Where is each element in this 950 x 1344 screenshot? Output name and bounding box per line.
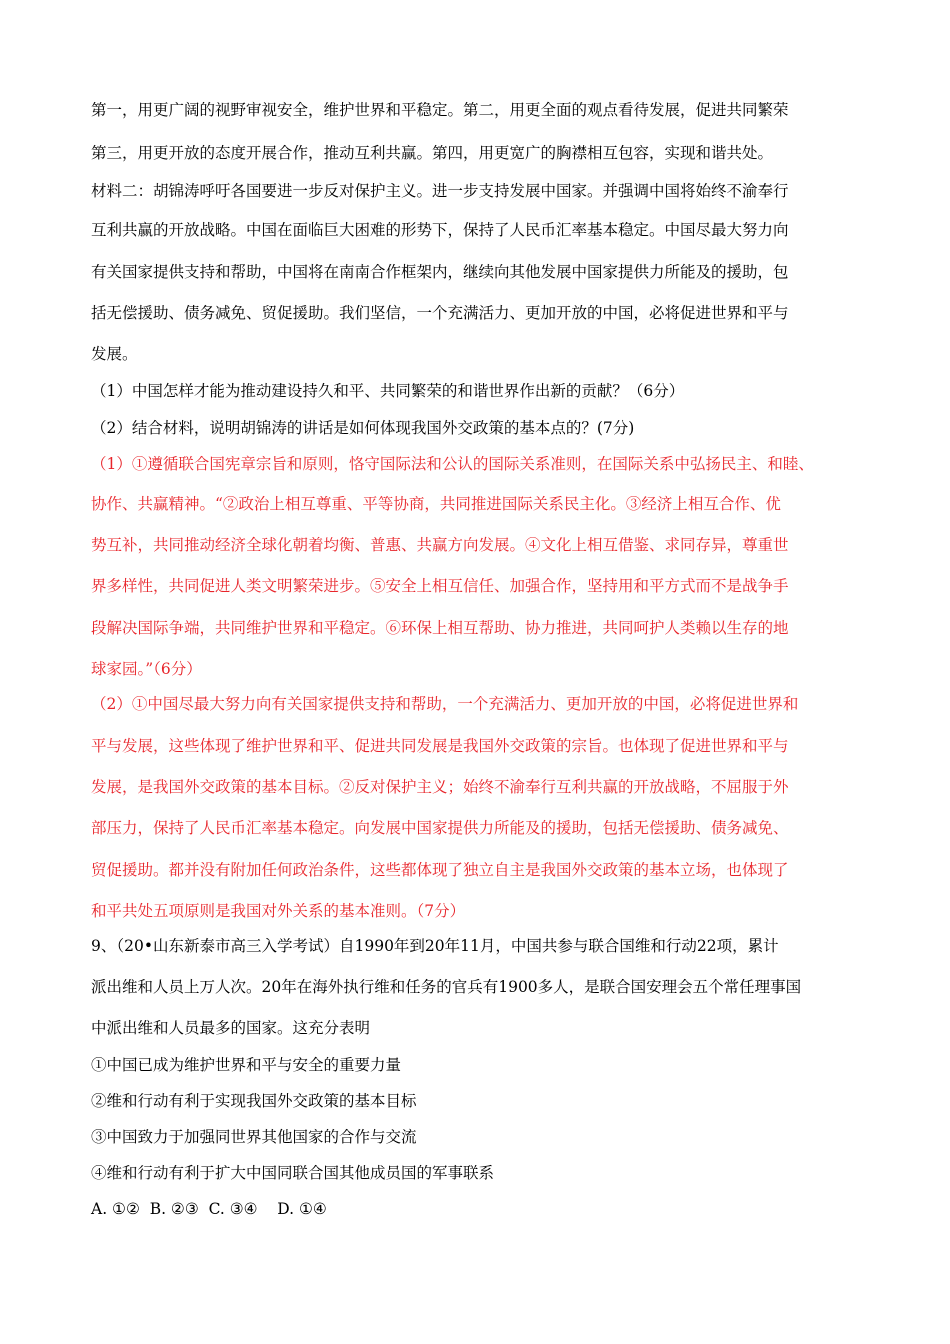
statement-4: ④维和行动有利于扩大中国同联合国其他成员国的军事联系 — [91, 1164, 495, 1182]
answer1-line-3: 势互补，共同推动经济全球化朝着均衡、普惠、共赢方向发展。④文化上相互借鉴、求同存异，尊重世 — [91, 536, 789, 554]
answer2-line-6: 和平共处五项原则是我国对外关系的基本准则。（7分） — [91, 902, 466, 920]
material2-line-4: 括无偿援助、债务减免、贸促援助。我们坚信，一个充满活力、更加开放的中国，必将促进世界和平与 — [91, 304, 789, 322]
material1-line-1: 第一，用更广阔的视野审视安全，维护世界和平稳定。第二，用更全面的观点看待发展，促进共同繁荣 — [91, 101, 789, 119]
answer2-line-1: （2）①中国尽最大努力向有关国家提供支持和帮助，一个充满活力、更加开放的中国，必将促进世界和 — [91, 695, 799, 713]
material1-line-2: 第三，用更开放的态度开展合作，推动互利共赢。第四，用更宽广的胸襟相互包容，实现和谐共处。 — [91, 144, 774, 162]
statement-1: ①中国已成为维护世界和平与安全的重要力量 — [91, 1056, 402, 1074]
question9-line-3: 中派出维和人员最多的国家。这充分表明 — [91, 1019, 371, 1037]
answer1-line-5: 段解决国际争端，共同维护世界和平稳定。⑥环保上相互帮助、协力推进，共同呵护人类赖以生存的地 — [91, 619, 789, 637]
answer1-line-2: 协作、共赢精神。“②政治上相互尊重、平等协商，共同推进国际关系民主化。③经济上相互合作、优 — [91, 495, 781, 513]
answer-options: A. ①② B. ②③ C. ③④ D. ①④ — [91, 1200, 327, 1218]
material2-line-2: 互利共赢的开放战略。中国在面临巨大困难的形势下，保持了人民币汇率基本稳定。中国尽最大努力向 — [91, 221, 789, 239]
material2-line-5: 发展。 — [91, 345, 138, 363]
question-1: （1）中国怎样才能为推动建设持久和平、共同繁荣的和谐世界作出新的贡献？（6分） — [91, 382, 685, 400]
answer2-line-4: 部压力，保持了人民币汇率基本稳定。向发展中国家提供力所能及的援助，包括无偿援助、债务减免、 — [91, 819, 789, 837]
answer2-line-3: 发展，是我国外交政策的基本目标。②反对保护主义；始终不渝奉行互利共赢的开放战略，不屈服于外 — [91, 778, 789, 796]
answer1-line-6: 球家园。”（6分） — [91, 660, 202, 678]
answer1-line-4: 界多样性，共同促进人类文明繁荣进步。⑤安全上相互信任、加强合作，坚持用和平方式而不是战争手 — [91, 577, 789, 595]
question9-line-2: 派出维和人员上万人次。20年在海外执行维和任务的官兵有1900多人，是联合国安理会五个常任理事国 — [91, 978, 802, 996]
question-2: （2）结合材料，说明胡锦涛的讲话是如何体现我国外交政策的基本点的？(7分) — [91, 419, 635, 437]
material2-line-3: 有关国家提供支持和帮助，中国将在南南合作框架内，继续向其他发展中国家提供力所能及的援助，包 — [91, 263, 789, 281]
answer1-line-1: （1）①遵循联合国宪章宗旨和原则，恪守国际法和公认的国际关系准则，在国际关系中弘扬民主、和睦、 — [91, 455, 814, 473]
material2-line-1: 材料二：胡锦涛呼吁各国要进一步反对保护主义。进一步支持发展中国家。并强调中国将始终不渝奉行 — [91, 182, 789, 200]
answer2-line-2: 平与发展，这些体现了维护世界和平、促进共同发展是我国外交政策的宗旨。也体现了促进世界和平与 — [91, 737, 789, 755]
question9-line-1: 9、（20•山东新泰市高三入学考试）自1990年到20年11月，中国共参与联合国维和行动22项，累计 — [91, 937, 779, 955]
statement-3: ③中国致力于加强同世界其他国家的合作与交流 — [91, 1128, 417, 1146]
answer2-line-5: 贸促援助。都并没有附加任何政治条件，这些都体现了独立自主是我国外交政策的基本立场，也体现了 — [91, 861, 789, 879]
statement-2: ②维和行动有利于实现我国外交政策的基本目标 — [91, 1092, 417, 1110]
